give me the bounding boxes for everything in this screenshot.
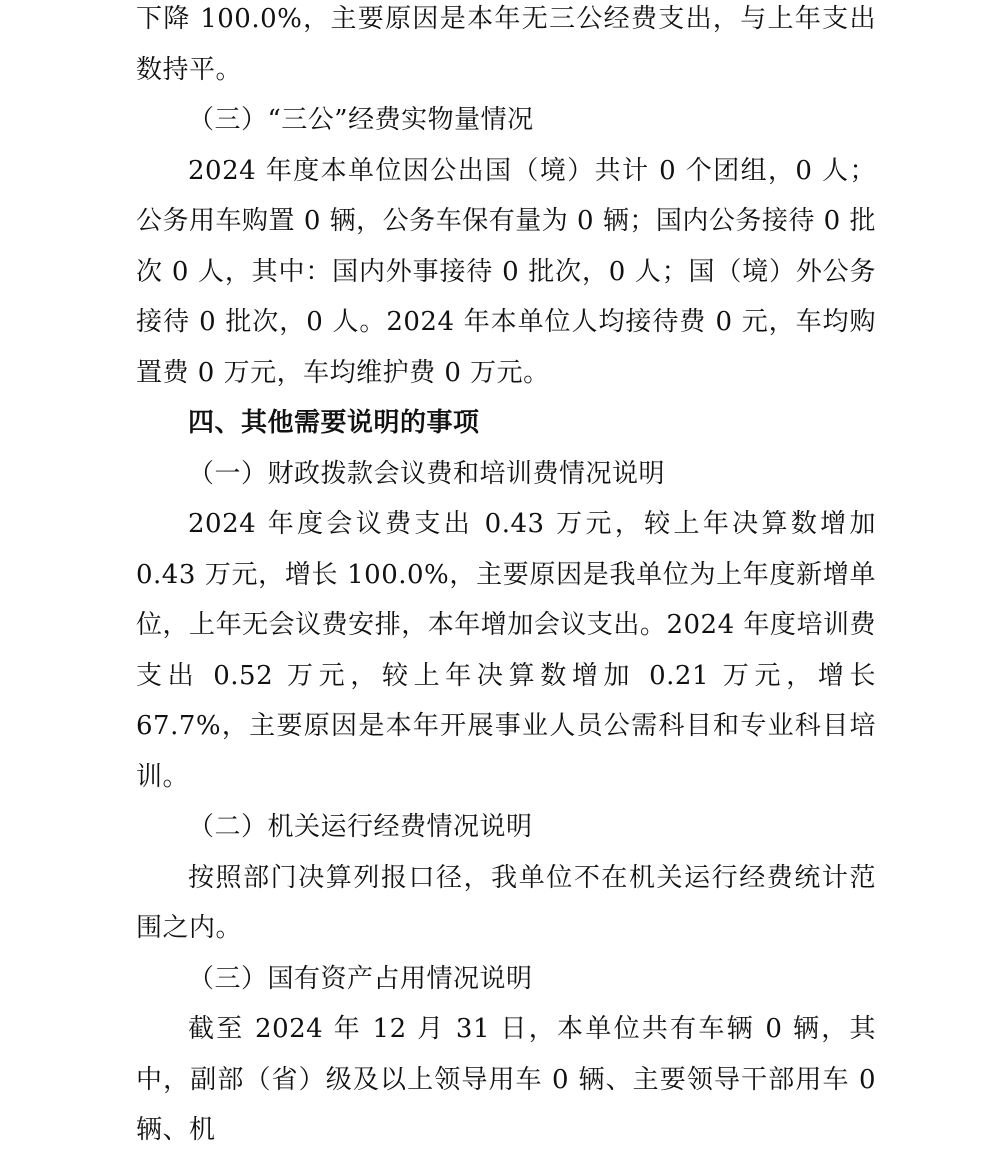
paragraph-sangong-physical: 2024 年度本单位因公出国（境）共计 0 个团组，0 人；公务用车购置 0 辆，公务车保有量为 0 辆；国内公务接待 0 批次 0 人，其中：国内外事接待 0 批次，0 人；国（境）外公务接待 0 批次，0 人。2024 年本单位人均接待费 0 元，车均购置费 0 万元，车均维护费 0 万元。 [136,155,876,388]
subheading-sangong-physical: （三）“三公”经费实物量情况 [188,105,534,135]
subheading-state-assets: （三）国有资产占用情况说明 [188,963,533,994]
paragraph-operating-expenses: 按照部门决算列报口径，我单位不在机关运行经费统计范围之内。 [136,862,876,943]
paragraph-meeting-training: 2024 年度会议费支出 0.43 万元，较上年决算数增加 0.43 万元，增长 100.0%，主要原因是我单位为上年度新增单位，上年无会议费安排，本年增加会议支出。2024 年度培训费支出 0.52 万元，较上年决算数增加 0.21 万元，增长 67.7%，主要原因是本年开展事业人员公需科目和专业科目培训。 [136,509,876,792]
document-page [136,0,876,1145]
section-heading-other-matters: 四、其他需要说明的事项 [188,408,480,438]
paragraph-state-assets: 截至 2024 年 12 月 31 日，本单位共有车辆 0 辆，其中，副部（省）级及以上领导用车 0 辆、主要领导干部用车 0 辆、机 [136,1014,876,1145]
paragraph-sangong-decrease: 下降 100.0%，主要原因是本年无三公经费支出，与上年支出数持平。 [136,4,876,85]
subheading-operating-expenses: （二）机关运行经费情况说明 [188,812,533,842]
subheading-meeting-training: （一）财政拨款会议费和培训费情况说明 [188,458,666,489]
